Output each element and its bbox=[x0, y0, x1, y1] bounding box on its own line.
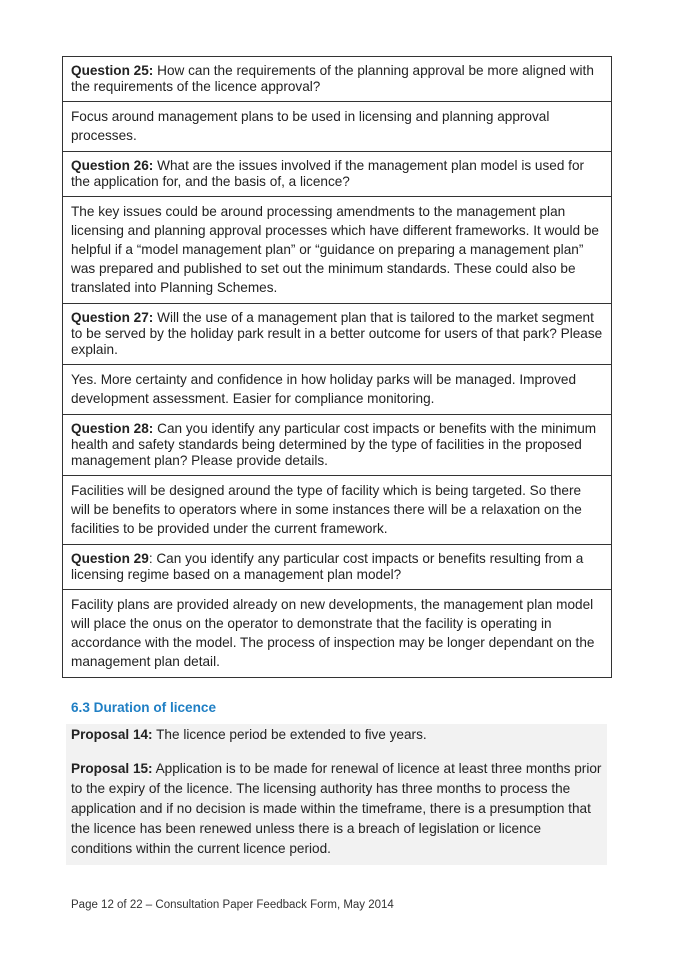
answer-cell: The key issues could be around processing amendments to the management plan licensing and planning approval processes which have different frameworks. It would be helpful if a “model management plan” or “guidance on preparing a management plan” was prepared and published to set out the minimum standards. These could also be translated into Planning Schemes. bbox=[63, 197, 612, 304]
proposal-text: The licence period be extended to five years. bbox=[152, 727, 427, 742]
question-row bbox=[63, 57, 612, 102]
question-cell bbox=[63, 304, 612, 365]
question-text: What are the issues involved if the management plan model is used for the application for, and the basis of, a licence? bbox=[71, 158, 585, 189]
proposal-15 bbox=[66, 745, 607, 859]
question-label: Question 29 bbox=[71, 551, 149, 566]
question-cell bbox=[63, 152, 612, 197]
answer-cell: Focus around management plans to be used in licensing and planning approval processes. bbox=[63, 102, 612, 152]
section-heading: 6.3 Duration of licence bbox=[71, 700, 217, 715]
question-row bbox=[63, 304, 612, 365]
page-footer: Page 12 of 22 – Consultation Paper Feedback Form, May 2014 bbox=[71, 899, 394, 911]
question-label: Question 28: bbox=[71, 421, 154, 436]
answer-cell: Facility plans are provided already on new developments, the management plan model will place the onus on the operator to demonstrate that the facility is operating in accordance with the model. The process of inspection may be longer dependant on the management plan detail. bbox=[63, 590, 612, 678]
answer-cell: Facilities will be designed around the type of facility which is being targeted. So there will be benefits to operators where in some instances there will be a relaxation on the facilities to be provided under the current framework. bbox=[63, 476, 612, 545]
answer-row bbox=[63, 476, 612, 545]
question-cell bbox=[63, 415, 612, 476]
proposal-label: Proposal 15: bbox=[71, 761, 153, 776]
question-text: How can the requirements of the planning approval be more aligned with the requirements of the licence approval? bbox=[71, 63, 594, 94]
question-label: Question 26: bbox=[71, 158, 154, 173]
proposal-label: Proposal 14: bbox=[71, 727, 153, 742]
answer-cell: Yes. More certainty and confidence in how holiday parks will be managed. Improved development assessment. Easier for compliance monitoring. bbox=[63, 365, 612, 415]
question-label: Question 27: bbox=[71, 310, 154, 325]
proposal-14 bbox=[66, 724, 607, 745]
question-text: Will the use of a management plan that is tailored to the market segment to be served by the holiday park result in a better outcome for users of that park? Please explain. bbox=[71, 310, 603, 357]
question-row bbox=[63, 152, 612, 197]
question-text: Can you identify any particular cost impacts or benefits with the minimum health and safety standards being determined by the type of facilities in the proposed management plan? Please provide details. bbox=[71, 421, 597, 468]
questions-table bbox=[62, 56, 612, 678]
answer-row bbox=[63, 365, 612, 415]
question-row bbox=[63, 545, 612, 590]
question-row bbox=[63, 415, 612, 476]
question-cell bbox=[63, 545, 612, 590]
proposal-text: Application is to be made for renewal of licence at least three months prior to the expiry of the licence. The licensing authority has three months to process the application and if no decision is made within the timeframe, there is a presumption that the licence has been renewed unless there is a breach of legislation or licence conditions within the current licence period. bbox=[71, 761, 602, 856]
proposals-box bbox=[66, 724, 607, 865]
question-text: : Can you identify any particular cost impacts or benefits resulting from a licensing regime based on a management plan model? bbox=[71, 551, 584, 582]
question-cell bbox=[63, 57, 612, 102]
question-label: Question 25: bbox=[71, 63, 154, 78]
answer-row bbox=[63, 197, 612, 304]
answer-row bbox=[63, 590, 612, 678]
answer-row bbox=[63, 102, 612, 152]
